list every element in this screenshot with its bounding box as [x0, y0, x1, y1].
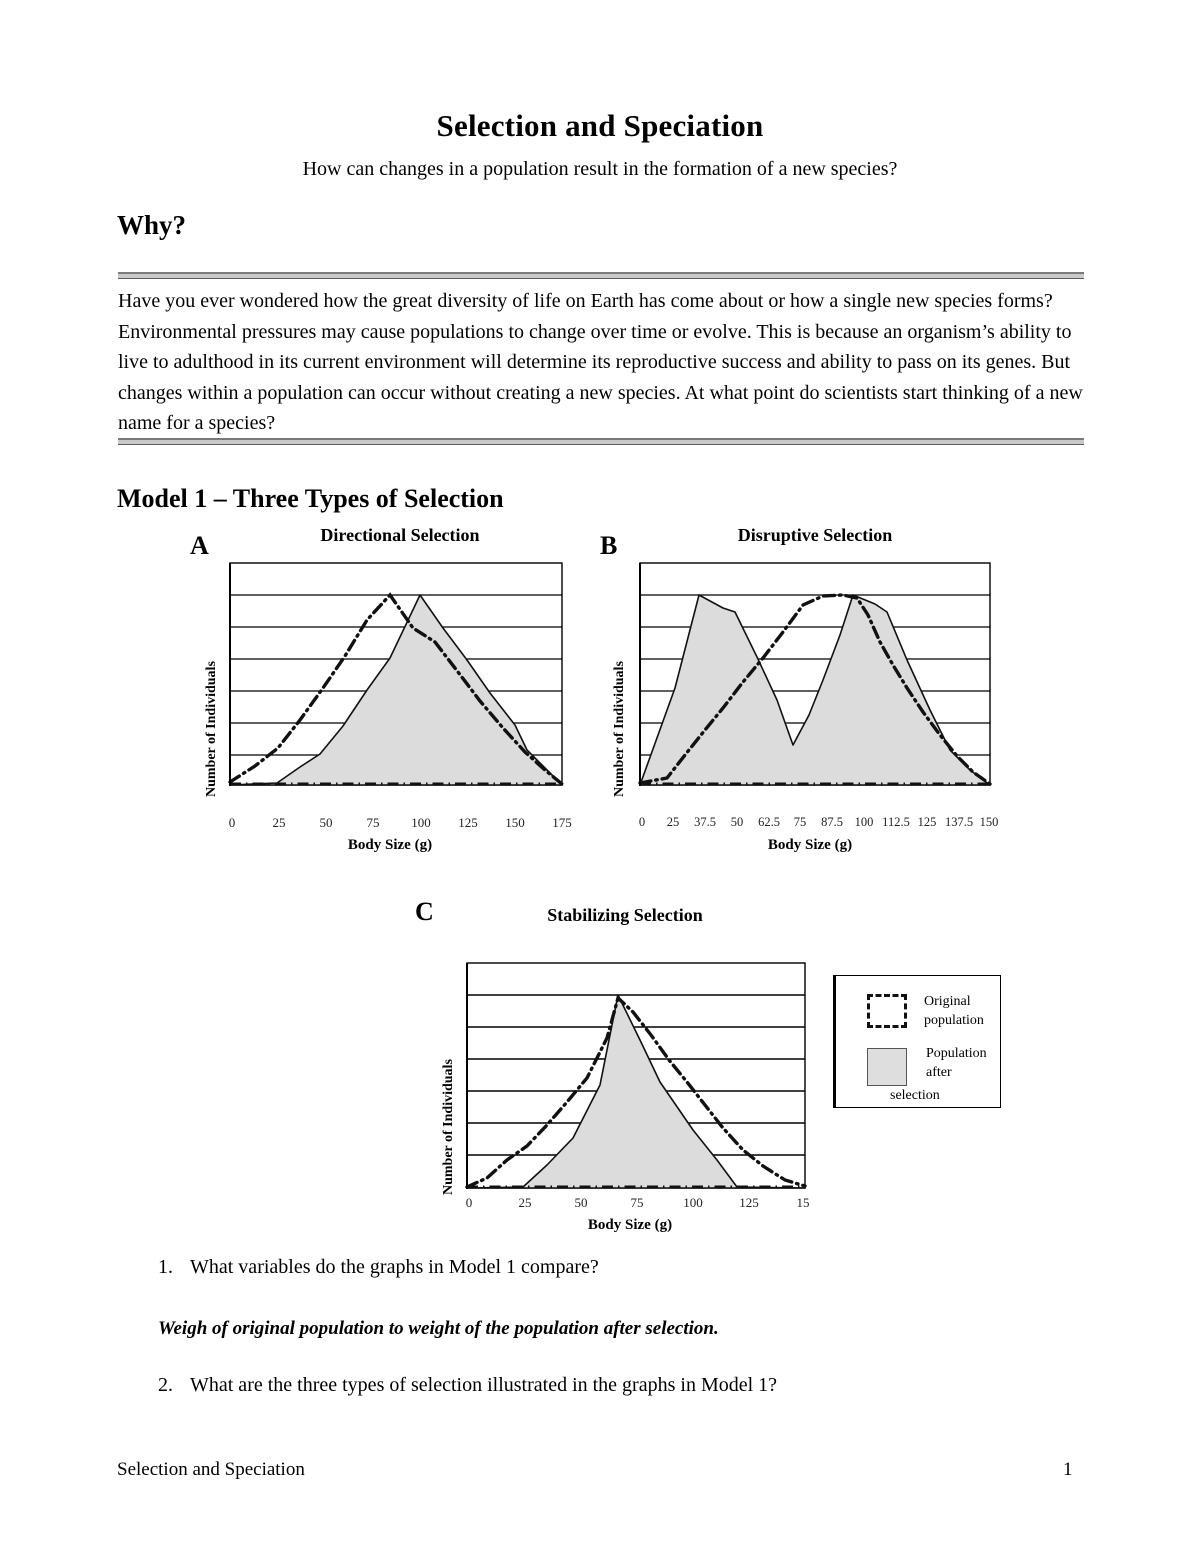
panel-title-c: Stabilizing Selection — [547, 905, 703, 925]
chart-b-plot — [625, 560, 995, 810]
chart-c-xticks: 0 25 50 75 100 125 15 — [465, 1195, 810, 1210]
divider-top — [118, 272, 1084, 279]
panel-title-a: Directional Selection — [320, 525, 480, 545]
question-1-text: What variables do the graphs in Model 1 compare? — [190, 1256, 599, 1278]
chart-a-xlabel: Body Size (g) — [347, 837, 433, 853]
chart-b-xlabel: Body Size (g) — [767, 837, 853, 853]
page-subtitle: How can changes in a population result in the formation of a new species? — [302, 158, 898, 180]
chart-b-xticks: 0 25 37.5 50 62.5 75 87.5 100 112.5 125 137.5 150 — [638, 815, 999, 829]
panel-letter-c: C — [415, 897, 434, 926]
section-heading-why: Why? — [117, 210, 187, 240]
divider-bottom — [118, 438, 1084, 445]
legend-label-after-line1: Population — [926, 1046, 987, 1061]
chart-panel-b — [600, 525, 1010, 853]
chart-panel-a — [190, 525, 590, 853]
legend-label-original-line1: Original — [924, 994, 971, 1009]
legend-swatch-original-population — [867, 994, 907, 1028]
page-title: Selection and Speciation — [436, 108, 764, 143]
legend-label-original-line2: population — [924, 1013, 984, 1028]
chart-b-ylabel: Number of Individuals — [612, 661, 627, 797]
panel-title-b: Disruptive Selection — [737, 525, 893, 545]
legend-label-original — [924, 992, 984, 1030]
legend-label-after-line3: selection — [890, 1088, 940, 1103]
legend-swatch-population-after-selection — [867, 1048, 907, 1086]
chart-c-plot — [455, 960, 825, 1205]
chart-legend — [833, 975, 1001, 1108]
chart-a-xticks: 0 25 50 75 100 125 150 175 — [228, 815, 572, 830]
chart-panel-c — [415, 895, 835, 1235]
panel-letter-a: A — [190, 531, 209, 560]
panel-letter-b: B — [600, 531, 618, 560]
question-2-number: 2. — [158, 1374, 173, 1396]
chart-a-plot — [215, 560, 565, 810]
chart-c-xlabel: Body Size (g) — [587, 1217, 673, 1233]
question-1-answer[interactable]: Weigh of original population to weight of the population after selection. — [158, 1318, 719, 1339]
footer-title: Selection and Speciation — [117, 1459, 305, 1480]
chart-c-ylabel: Number of Individuals — [441, 1059, 456, 1195]
footer-page-number: 1 — [1063, 1459, 1073, 1480]
legend-label-after-line2: after — [926, 1065, 952, 1080]
legend-label-after — [926, 1044, 987, 1082]
question-2-text: What are the three types of selection illustrated in the graphs in Model 1? — [190, 1374, 778, 1396]
question-1-number: 1. — [158, 1256, 173, 1278]
model-1-heading: Model 1 – Three Types of Selection — [117, 484, 504, 513]
chart-a-ylabel: Number of Individuals — [204, 661, 219, 797]
why-body-paragraph: Have you ever wondered how the great diversity of life on Earth has come about or how a single new species forms? Environmental pressures may cause populations to change over time or evolve. This is because an organism’s ability to live to adulthood in its current environment will determine its reproductive success and ability to pass on its genes. But changes within a population can occur without creating a new species. At what point do scientists start thinking of a new name for a species? — [118, 290, 1083, 434]
